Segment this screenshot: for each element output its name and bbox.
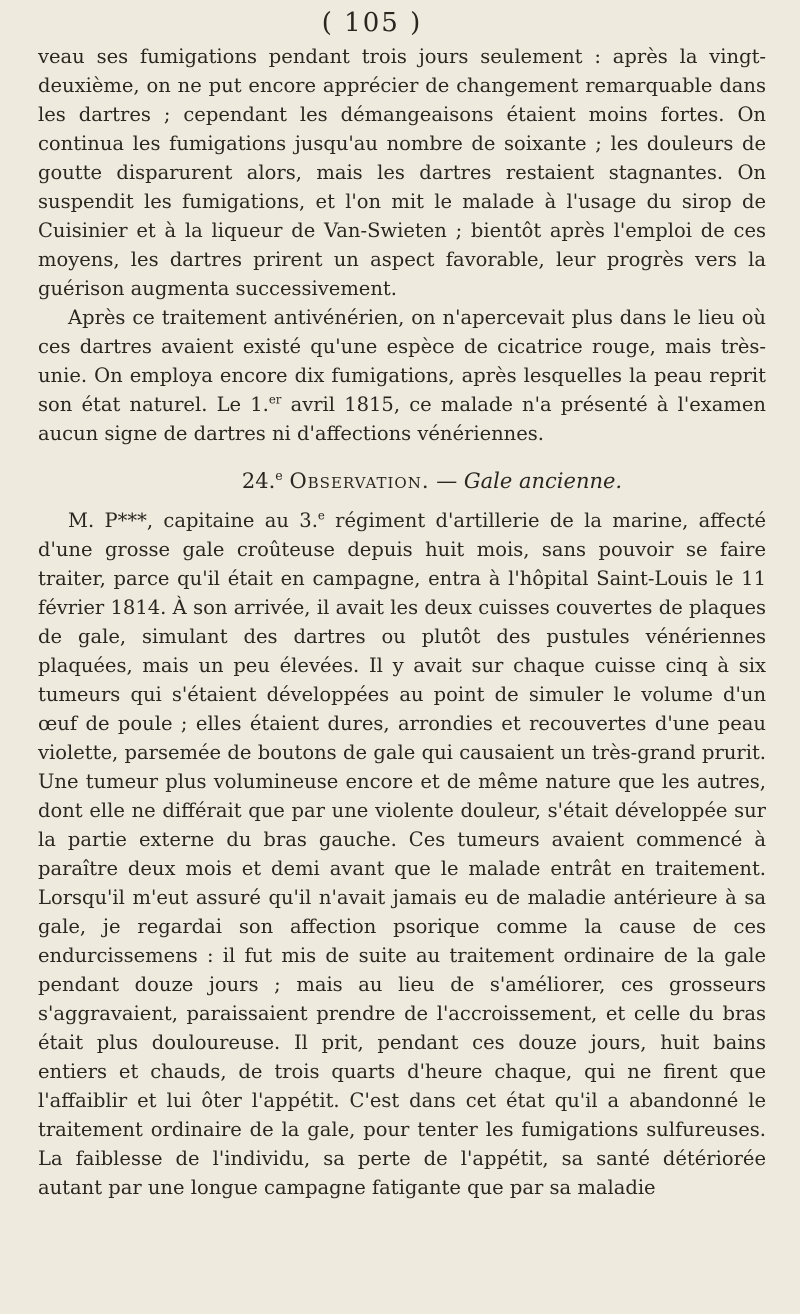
page-body xyxy=(38,42,766,1202)
observation-subtitle: Gale ancienne. xyxy=(463,469,623,493)
observation-label: Observation. xyxy=(289,469,430,493)
paragraph-observation-case xyxy=(38,506,766,1202)
page-number: ( 105 ) xyxy=(321,8,423,38)
ordinal-superscript: er xyxy=(268,392,282,407)
paragraph-continuation: veau ses fumigations pendant trois jours seulement : après la vingt-deuxième, on ne put encore apprécier de changement remarquable dans les dartres ; cependant les démangeaisons étaient moins fortes. On continua les fumigations jusqu'au nombre de soixante ; les douleurs de goutte disparurent alors, mais les dartres restaient stagnantes. On suspendit les fumigations, et l'on mit le malade à l'usage du sirop de Cuisinier et à la liqueur de Van-Swieten ; bientôt après l'emploi de ces moyens, les dartres prirent un aspect favorable, leur progrès vers la guérison augmenta successivement. xyxy=(38,45,766,300)
observation-heading xyxy=(38,464,766,498)
paragraph-observation-text-1: M. P***, capitaine au 3. xyxy=(68,509,318,532)
paragraph-after-treatment-text-1: Après ce traitement antivénérien, on n'apercevait plus dans le lieu où ces dartres avaient existé qu'une espèce de cicatrice rouge, mais très-unie. On employa encore dix fumigations, après lesquelles la peau reprit son état naturel. Le 1. xyxy=(38,306,766,416)
paragraph-observation-text-2: régiment d'artillerie de la marine, affecté d'une grosse gale croûteuse depuis huit mois, sans pouvoir se faire traiter, parce qu'il était en campagne, entra à l'hôpital Saint-Louis le 11 février 1814. À son arrivée, il avait les deux cuisses couvertes de plaques de gale, simulant des dartres ou plutôt des pustules vénériennes plaquées, mais un peu élevées. Il y avait sur chaque cuisse cinq à six tumeurs qui s'étaient développées au point de simuler le volume d'un œuf de poule ; elles étaient dures, arrondies et recouvertes d'une peau violette, parsemée de boutons de gale qui causaient un très-grand prurit. Une tumeur plus volumineuse encore et de même nature que les autres, dont elle ne différait que par une violente douleur, s'était développée sur la partie externe du bras gauche. Ces tumeurs avaient commencé à paraître deux mois et demi avant que le malade entrât en traitement. Lorsqu'il m'eut assuré qu'il n'avait jamais eu de maladie antérieure à sa gale, je regardai son affection psorique comme la cause de ces endurcissemens : il fut mis de suite au traitement ordinaire de la gale pendant douze jours ; mais au lieu de s'améliorer, ces grosseurs s'aggravaient, paraissaient prendre de l'accroissement, et celle du bras était plus douloureuse. Il prit, pendant ces douze jours, huit bains entiers et chauds, de trois quarts d'heure chaque, qui ne firent que l'affaiblir et lui ôter l'appétit. C'est dans cet état qu'il a abandonné le traitement ordinaire de la gale, pour tenter les fumigations sulfureuses. La faiblesse de l'individu, sa perte de l'appétit, sa santé détériorée autant par une longue campagne fatigante que par sa maladie xyxy=(38,509,766,1199)
regiment-superscript: e xyxy=(317,508,325,523)
paragraph-after-treatment-text-2: avril 1815, ce malade n'a présenté à l'examen aucun signe de dartres ni d'affections vénériennes. xyxy=(38,393,766,445)
observation-number: 24. xyxy=(241,469,276,493)
paragraph-after-treatment xyxy=(38,303,766,448)
observation-number-superscript: e xyxy=(275,468,283,483)
observation-separator: — xyxy=(429,469,464,493)
